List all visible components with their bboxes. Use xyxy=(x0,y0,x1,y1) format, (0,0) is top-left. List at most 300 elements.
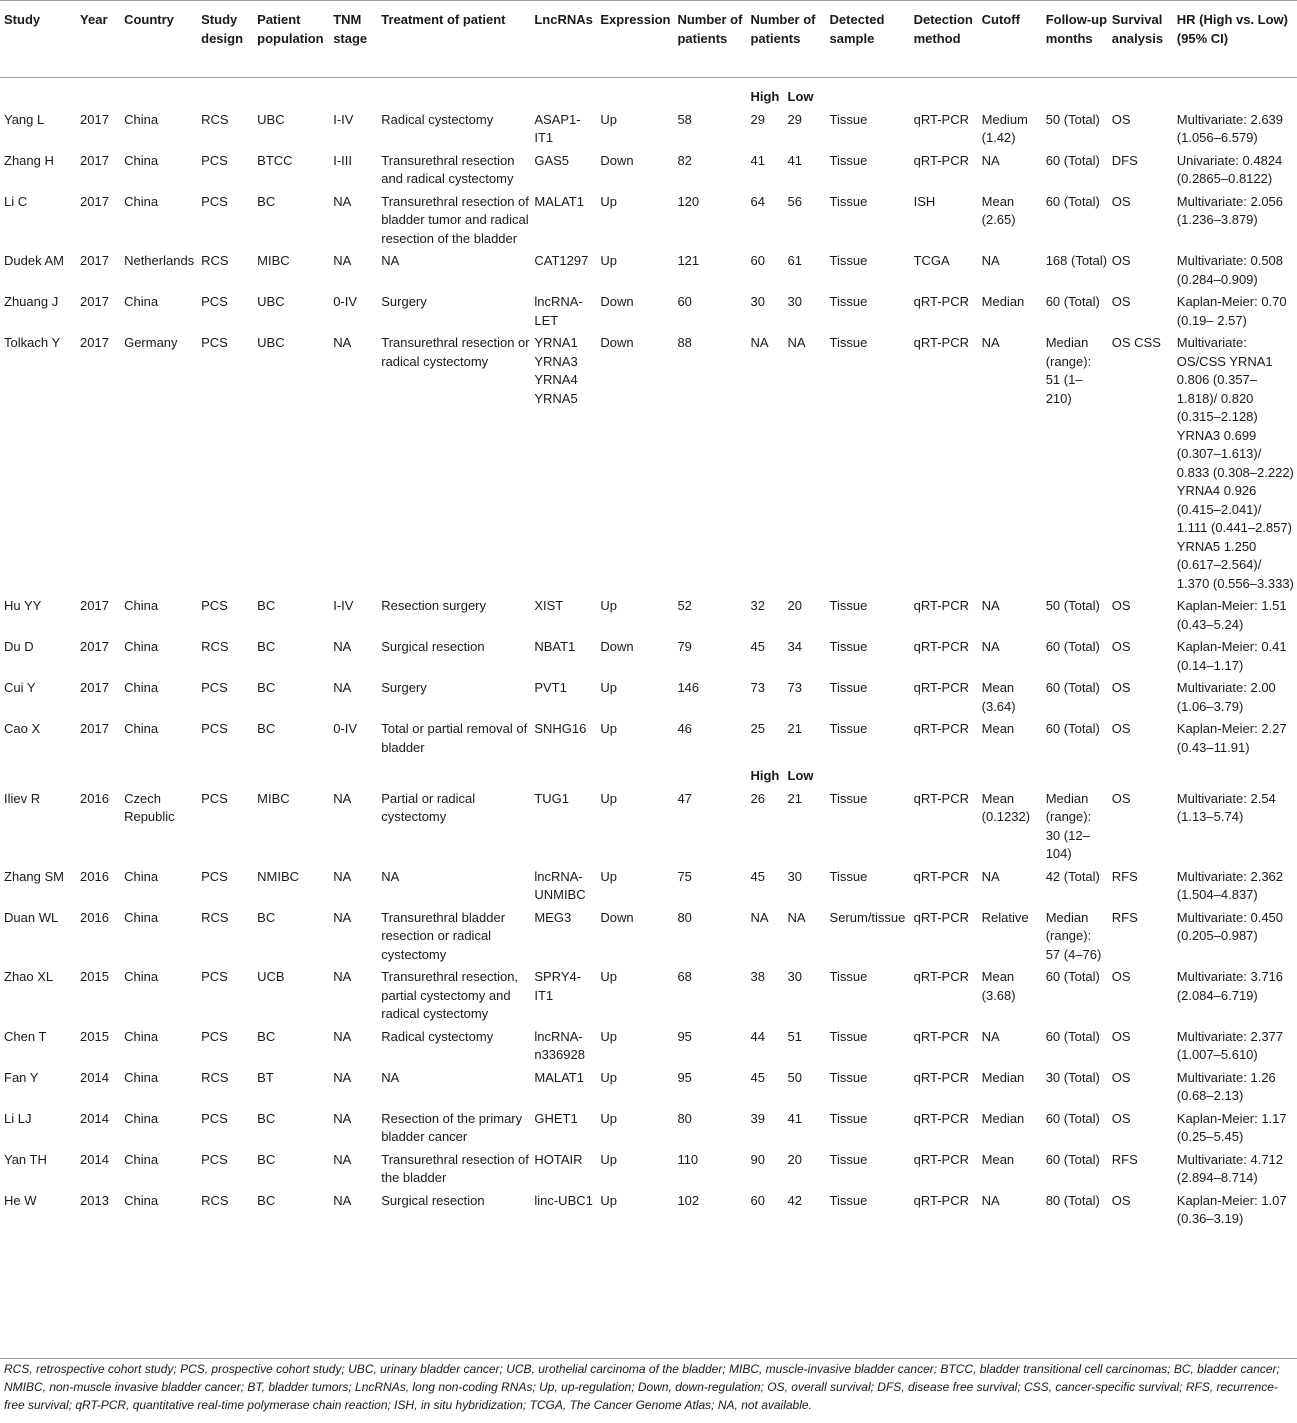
subheader-empty xyxy=(1044,757,1110,786)
cell-study-design: PCS xyxy=(201,790,228,806)
cell-year: 2013 xyxy=(80,1192,109,1208)
cell-year: 2016 xyxy=(80,790,109,806)
header-number-of-patients-split: Number of patients xyxy=(748,1,827,78)
cell-detected-sample: Tissue xyxy=(829,639,868,654)
cell-study: Duan WL xyxy=(4,909,59,925)
cell-detection-method: qRT-PCR xyxy=(913,598,969,613)
cell-number-of-patients: 60 xyxy=(677,294,692,309)
subheader-empty xyxy=(828,78,912,107)
cell-detection-method: qRT-PCR xyxy=(913,1028,969,1044)
cell-survival-analysis: OS xyxy=(1111,598,1131,613)
cell-number-of-patients: 46 xyxy=(677,721,692,736)
cell-year: 2015 xyxy=(80,1028,109,1044)
table-row xyxy=(0,1147,1297,1188)
cell-cutoff: NA xyxy=(981,1028,1000,1044)
cell-patient-population: BC xyxy=(257,193,276,209)
subheader-empty xyxy=(1044,78,1110,107)
cell-patient-population: BC xyxy=(257,1028,276,1044)
table-row xyxy=(0,248,1297,289)
cell-lncrnas: ASAP1-IT1 xyxy=(534,111,581,145)
header-lncrnas: LncRNAs xyxy=(532,1,598,78)
cell-survival-analysis: RFS xyxy=(1111,909,1138,925)
cell-expression: Up xyxy=(600,790,618,806)
cell-detection-method: qRT-PCR xyxy=(913,969,969,984)
cell-number-of-patients: 79 xyxy=(677,639,692,654)
header-survival-analysis: Survival analysis xyxy=(1110,1,1175,78)
cell-hr: Multivariate: 0.450 (0.205–0.987) xyxy=(1176,909,1284,943)
cell-lncrnas: linc-UBC1 xyxy=(534,1192,593,1208)
subheader-empty xyxy=(255,757,331,786)
cell-cutoff: Mean xyxy=(981,1151,1015,1167)
cell-hr: Kaplan-Meier: 2.27 (0.43–11.91) xyxy=(1176,721,1287,755)
cell-treatment: Radical cystectomy xyxy=(381,111,494,127)
cell-study-design: RCS xyxy=(201,111,229,127)
cell-year: 2017 xyxy=(80,152,109,168)
cell-high: 45 xyxy=(750,1069,765,1085)
cell-detected-sample: Tissue xyxy=(829,1028,868,1044)
cell-detection-method: qRT-PCR xyxy=(913,639,969,654)
cell-survival-analysis: OS CSS xyxy=(1111,335,1161,350)
cell-lncrnas: SNHG16 xyxy=(534,721,587,736)
subheader-empty xyxy=(78,757,122,786)
cell-expression: Down xyxy=(600,639,634,654)
cell-treatment: Total or partial removal of bladder xyxy=(381,721,528,755)
subheader-empty xyxy=(1175,757,1297,786)
table-row xyxy=(0,716,1297,757)
cell-expression: Up xyxy=(600,1151,618,1167)
cell-lncrnas: lncRNA-UNMIBC xyxy=(534,868,586,902)
table-body xyxy=(0,78,1297,1229)
cell-follow-up: 50 (Total) xyxy=(1045,111,1100,127)
header-detected-sample: Detected sample xyxy=(828,1,912,78)
table-row xyxy=(0,1065,1297,1106)
cell-follow-up: 60 (Total) xyxy=(1045,152,1100,168)
cell-lncrnas: SPRY4-IT1 xyxy=(534,969,582,1003)
cell-expression: Up xyxy=(600,680,618,695)
cell-expression: Up xyxy=(600,1069,618,1085)
cell-year: 2017 xyxy=(80,680,109,695)
cell-treatment: Surgery xyxy=(381,680,427,695)
cell-country: China xyxy=(124,294,159,309)
cell-study: Du D xyxy=(4,639,34,654)
cell-tnm-stage: I-IV xyxy=(333,598,354,613)
cell-low: NA xyxy=(787,909,806,925)
cell-high: 30 xyxy=(750,294,765,309)
cell-hr: Multivariate: 2.00 (1.06–3.79) xyxy=(1176,680,1276,714)
cell-tnm-stage: NA xyxy=(333,909,352,925)
cell-high: 45 xyxy=(750,868,765,884)
cell-detected-sample: Tissue xyxy=(829,969,868,984)
cell-year: 2017 xyxy=(80,193,109,209)
cell-study: Yan TH xyxy=(4,1151,47,1167)
cell-lncrnas: YRNA1 YRNA3 YRNA4 YRNA5 xyxy=(534,335,578,406)
cell-country: China xyxy=(124,1151,159,1167)
table-row xyxy=(0,1106,1297,1147)
header-number-of-patients: Number of patients xyxy=(675,1,748,78)
cell-lncrnas: GAS5 xyxy=(534,152,570,168)
cell-follow-up: 60 (Total) xyxy=(1045,294,1100,309)
cell-high: 73 xyxy=(750,680,765,695)
cell-cutoff: Mean (0.1232) xyxy=(981,790,1031,824)
cell-hr: Multivariate: 2.362 (1.504–4.837) xyxy=(1176,868,1284,902)
cell-detection-method: qRT-PCR xyxy=(913,1151,969,1167)
cell-country: China xyxy=(124,868,159,884)
cell-follow-up: 50 (Total) xyxy=(1045,598,1100,613)
cell-treatment: Transurethral resection of the bladder xyxy=(381,1151,529,1185)
subheader-empty xyxy=(912,757,980,786)
cell-lncrnas: MEG3 xyxy=(534,909,572,925)
cell-study-design: RCS xyxy=(201,909,229,925)
cell-survival-analysis: OS xyxy=(1111,1028,1131,1044)
cell-year: 2017 xyxy=(80,294,109,309)
cell-follow-up: Median (range): 51 (1–210) xyxy=(1045,335,1092,406)
cell-patient-population: UBC xyxy=(257,335,285,350)
table-row xyxy=(0,189,1297,249)
cell-high: 29 xyxy=(750,111,765,127)
cell-treatment: Resection of the primary bladder cancer xyxy=(381,1110,523,1144)
cell-cutoff: Median xyxy=(981,1110,1025,1126)
cell-hr: Multivariate: OS/CSS YRNA1 0.806 (0.357–1.818)/ 0.820 (0.315–2.128) YRNA3 0.699 (0.307–1.613)/ 0.833 (0.308–2.222) YRNA4 0.926 (0.415–2.041)/ 1.111 (0.441–2.857) YRNA5 1.250 (0.617–2.564)/ 1.370 (0.556–3.333) xyxy=(1176,335,1294,591)
subheader-empty xyxy=(980,78,1044,107)
cell-treatment: Transurethral bladder resection or radical cystectomy xyxy=(381,909,506,962)
cell-expression: Up xyxy=(600,1110,618,1126)
cell-study-design: RCS xyxy=(201,1192,229,1208)
cell-cutoff: Mean (3.64) xyxy=(981,680,1016,714)
footnote: RCS, retrospective cohort study; PCS, prospective cohort study; UBC, urinary bladder cancer; UCB, urothelial carcinoma of the bladder; MIBC, muscle-invasive bladder cancer; BTCC, bladder transitional cell carcinomas; BC, bladder cancer; NMIBC, non-muscle invasive bladder cancer; BT, bladder tumors; LncRNAs, long non-coding RNAs; Up, up-regulation; Down, down-regulation; OS, overall survival; DFS, disease free survival; CSS, cancer-specific survival; RFS, recurrence-free survival; qRT-PCR, quantitative real-time polymerase chain reaction; ISH, in situ hybridization; TCGA, The Cancer Genome Atlas; NA, not available. xyxy=(4,1362,1280,1412)
cell-lncrnas: MALAT1 xyxy=(534,193,584,209)
cell-survival-analysis: OS xyxy=(1111,253,1131,268)
cell-detection-method: qRT-PCR xyxy=(913,1110,969,1126)
cell-follow-up: 42 (Total) xyxy=(1045,868,1100,884)
cell-year: 2014 xyxy=(80,1110,109,1126)
cell-tnm-stage: NA xyxy=(333,1151,352,1167)
cell-detection-method: qRT-PCR xyxy=(913,790,969,806)
cell-year: 2015 xyxy=(80,969,109,984)
cell-lncrnas: PVT1 xyxy=(534,680,567,695)
cell-hr: Univariate: 0.4824 (0.2865–0.8122) xyxy=(1176,152,1283,186)
cell-study-design: RCS xyxy=(201,1069,229,1085)
cell-number-of-patients: 110 xyxy=(677,1151,699,1167)
cell-patient-population: BC xyxy=(257,1151,276,1167)
subheader-empty xyxy=(532,757,598,786)
cell-tnm-stage: NA xyxy=(333,1110,352,1126)
cell-cutoff: NA xyxy=(981,868,1000,884)
cell-detected-sample: Tissue xyxy=(829,868,868,884)
cell-survival-analysis: OS xyxy=(1111,721,1131,736)
subheader-empty xyxy=(379,757,532,786)
cell-survival-analysis: OS xyxy=(1111,680,1131,695)
cell-detected-sample: Tissue xyxy=(829,152,868,168)
cell-study-design: PCS xyxy=(201,868,228,884)
cell-cutoff: NA xyxy=(981,639,1000,654)
cell-year: 2014 xyxy=(80,1151,109,1167)
cell-number-of-patients: 88 xyxy=(677,335,692,350)
cell-survival-analysis: OS xyxy=(1111,790,1131,806)
subheader-empty xyxy=(598,757,675,786)
cell-study: Tolkach Y xyxy=(4,335,61,350)
cell-number-of-patients: 80 xyxy=(677,909,692,925)
cell-country: China xyxy=(124,1110,159,1126)
table-row xyxy=(0,1188,1297,1229)
header-detection-method: Detection method xyxy=(912,1,980,78)
cell-study: Cao X xyxy=(4,721,41,736)
cell-low: 61 xyxy=(787,253,802,268)
subheader-empty xyxy=(199,757,255,786)
cell-expression: Up xyxy=(600,598,618,613)
cell-detected-sample: Serum/tissue xyxy=(829,909,906,925)
cell-cutoff: NA xyxy=(981,152,1000,168)
table-row xyxy=(0,593,1297,634)
subheader-empty xyxy=(199,78,255,107)
cell-detected-sample: Tissue xyxy=(829,1110,868,1126)
cell-cutoff: NA xyxy=(981,598,1000,613)
cell-patient-population: BC xyxy=(257,598,276,613)
cell-hr: Kaplan-Meier: 1.07 (0.36–3.19) xyxy=(1176,1192,1287,1226)
header-cutoff: Cutoff xyxy=(980,1,1044,78)
header-study-design: Study design xyxy=(199,1,255,78)
cell-survival-analysis: OS xyxy=(1111,294,1131,309)
cell-treatment: Transurethral resection and radical cystectomy xyxy=(381,152,515,186)
cell-patient-population: BC xyxy=(257,639,276,654)
cell-country: China xyxy=(124,152,159,168)
header-follow-up: Follow-up months xyxy=(1044,1,1110,78)
cell-study: Zhang SM xyxy=(4,868,64,884)
cell-tnm-stage: NA xyxy=(333,790,352,806)
cell-high: 90 xyxy=(750,1151,765,1167)
cell-detection-method: qRT-PCR xyxy=(913,868,969,884)
cell-year: 2017 xyxy=(80,335,109,350)
cell-patient-population: BC xyxy=(257,1110,276,1126)
cell-treatment: Transurethral resection or radical cystectomy xyxy=(381,335,530,369)
subheader-low: Low xyxy=(787,89,814,104)
cell-study-design: PCS xyxy=(201,335,228,350)
cell-expression: Down xyxy=(600,335,634,350)
subheader-empty xyxy=(255,78,331,107)
cell-patient-population: BC xyxy=(257,909,276,925)
cell-year: 2017 xyxy=(80,598,109,613)
subheader-empty xyxy=(532,78,598,107)
cell-expression: Up xyxy=(600,1028,618,1044)
cell-treatment: Radical cystectomy xyxy=(381,1028,494,1044)
cell-country: China xyxy=(124,721,159,736)
subheader-empty xyxy=(331,78,379,107)
header-country: Country xyxy=(122,1,199,78)
cell-cutoff: Mean xyxy=(981,721,1015,736)
cell-study: Dudek AM xyxy=(4,253,64,268)
cell-hr: Kaplan-Meier: 1.17 (0.25–5.45) xyxy=(1176,1110,1287,1144)
cell-expression: Up xyxy=(600,193,618,209)
cell-tnm-stage: NA xyxy=(333,1069,352,1085)
cell-number-of-patients: 146 xyxy=(677,680,700,695)
subheader-empty xyxy=(379,78,532,107)
cell-hr: Multivariate: 2.377 (1.007–5.610) xyxy=(1176,1028,1284,1062)
header-hr: HR (High vs. Low) (95% CI) xyxy=(1175,1,1297,78)
subheader-empty xyxy=(1175,78,1297,107)
cell-high: 32 xyxy=(750,598,765,613)
cell-low: 41 xyxy=(787,152,802,168)
cell-hr: Multivariate: 1.26 (0.68–2.13) xyxy=(1176,1069,1276,1103)
cell-tnm-stage: NA xyxy=(333,969,352,984)
cell-study: Li LJ xyxy=(4,1110,32,1126)
cell-follow-up: Median (range): 30 (12–104) xyxy=(1045,790,1092,861)
footnote-divider xyxy=(0,1358,1297,1359)
cell-treatment: Surgical resection xyxy=(381,639,485,654)
table-row xyxy=(0,148,1297,189)
cell-low: 30 xyxy=(787,294,802,309)
cell-detected-sample: Tissue xyxy=(829,1069,868,1085)
cell-high: 44 xyxy=(750,1028,765,1044)
cell-survival-analysis: OS xyxy=(1111,111,1131,127)
cell-country: China xyxy=(124,639,159,654)
cell-country: China xyxy=(124,1028,159,1044)
cell-patient-population: BC xyxy=(257,1192,276,1208)
cell-hr: Multivariate: 2.056 (1.236–3.879) xyxy=(1176,193,1284,227)
cell-country: China xyxy=(124,598,159,613)
header-year: Year xyxy=(78,1,122,78)
cell-hr: Multivariate: 0.508 (0.284–0.909) xyxy=(1176,253,1284,287)
cell-lncrnas: CAT1297 xyxy=(534,253,589,268)
cell-detected-sample: Tissue xyxy=(829,294,868,309)
cell-cutoff: Relative xyxy=(981,909,1029,925)
cell-detected-sample: Tissue xyxy=(829,193,868,209)
cell-patient-population: NMIBC xyxy=(257,868,300,884)
subheader-empty xyxy=(1110,757,1175,786)
cell-expression: Up xyxy=(600,721,618,736)
cell-tnm-stage: I-IV xyxy=(333,111,354,127)
header-row xyxy=(0,1,1297,78)
cell-tnm-stage: NA xyxy=(333,1192,352,1208)
cell-number-of-patients: 95 xyxy=(677,1028,692,1044)
cell-high: 64 xyxy=(750,193,765,209)
cell-study-design: RCS xyxy=(201,253,229,268)
cell-cutoff: Medium (1.42) xyxy=(981,111,1028,145)
cell-detection-method: TCGA xyxy=(913,253,950,268)
cell-study-design: PCS xyxy=(201,1110,228,1126)
cell-year: 2016 xyxy=(80,909,109,925)
cell-study-design: PCS xyxy=(201,680,228,695)
subheader-empty xyxy=(0,757,78,786)
cell-low: 56 xyxy=(787,193,802,209)
cell-survival-analysis: RFS xyxy=(1111,1151,1138,1167)
table-row xyxy=(0,786,1297,864)
cell-detection-method: qRT-PCR xyxy=(913,680,969,695)
cell-low: 41 xyxy=(787,1110,802,1126)
cell-tnm-stage: NA xyxy=(333,680,352,695)
cell-high: 38 xyxy=(750,969,765,984)
cell-low: 34 xyxy=(787,639,802,654)
cell-survival-analysis: OS xyxy=(1111,1192,1131,1208)
cell-lncrnas: GHET1 xyxy=(534,1110,578,1126)
cell-follow-up: 168 (Total) xyxy=(1045,253,1108,268)
subheader-low: Low xyxy=(787,768,814,783)
cell-year: 2017 xyxy=(80,639,109,654)
cell-tnm-stage: NA xyxy=(333,1028,352,1044)
cell-year: 2017 xyxy=(80,253,109,268)
cell-expression: Up xyxy=(600,969,618,984)
cell-high: NA xyxy=(750,909,769,925)
cell-detected-sample: Tissue xyxy=(829,1151,868,1167)
cell-survival-analysis: RFS xyxy=(1111,868,1138,884)
cell-lncrnas: XIST xyxy=(534,598,564,613)
cell-hr: Multivariate: 2.639 (1.056–6.579) xyxy=(1176,111,1284,145)
cell-hr: Multivariate: 3.716 (2.084–6.719) xyxy=(1176,969,1284,1003)
cell-lncrnas: HOTAIR xyxy=(534,1151,583,1167)
cell-number-of-patients: 47 xyxy=(677,790,692,806)
cell-number-of-patients: 121 xyxy=(677,253,700,268)
subheader-empty xyxy=(331,757,379,786)
cell-country: China xyxy=(124,909,159,925)
cell-study: Fan Y xyxy=(4,1069,39,1085)
cell-study-design: PCS xyxy=(201,152,228,168)
cell-study-design: PCS xyxy=(201,193,228,209)
cell-high: 25 xyxy=(750,721,765,736)
cell-follow-up: 60 (Total) xyxy=(1045,639,1100,654)
cell-tnm-stage: NA xyxy=(333,868,352,884)
cell-number-of-patients: 80 xyxy=(677,1110,692,1126)
cell-study-design: PCS xyxy=(201,1028,228,1044)
subheader-empty xyxy=(122,757,199,786)
cell-expression: Down xyxy=(600,909,634,925)
cell-detected-sample: Tissue xyxy=(829,111,868,127)
cell-country: China xyxy=(124,969,159,984)
table-row xyxy=(0,1024,1297,1065)
cell-study: Hu YY xyxy=(4,598,42,613)
cell-patient-population: BC xyxy=(257,721,276,736)
header-patient-population: Patient population xyxy=(255,1,331,78)
subheader-empty xyxy=(1110,78,1175,107)
cell-cutoff: Mean (3.68) xyxy=(981,969,1016,1003)
cell-expression: Up xyxy=(600,253,618,268)
cell-tnm-stage: I-III xyxy=(333,152,352,168)
header-study: Study xyxy=(0,1,78,78)
cell-low: 20 xyxy=(787,1151,802,1167)
cell-patient-population: MIBC xyxy=(257,253,290,268)
cell-follow-up: 80 (Total) xyxy=(1045,1192,1100,1208)
cell-detection-method: qRT-PCR xyxy=(913,294,969,309)
cell-country: Czech Republic xyxy=(124,790,175,824)
cell-country: Netherlands xyxy=(124,253,195,268)
subheader-empty xyxy=(675,78,748,107)
cell-lncrnas: MALAT1 xyxy=(534,1069,584,1085)
cell-follow-up: 60 (Total) xyxy=(1045,1028,1100,1044)
cell-follow-up: 60 (Total) xyxy=(1045,969,1100,984)
subheader-empty xyxy=(0,78,78,107)
cell-cutoff: NA xyxy=(981,253,1000,268)
cell-country: China xyxy=(124,1192,159,1208)
table-row xyxy=(0,905,1297,965)
cell-tnm-stage: 0-IV xyxy=(333,721,358,736)
cell-expression: Up xyxy=(600,1192,618,1208)
cell-hr: Kaplan-Meier: 0.41 (0.14–1.17) xyxy=(1176,639,1287,673)
cell-hr: Kaplan-Meier: 1.51 (0.43–5.24) xyxy=(1176,598,1287,632)
cell-detected-sample: Tissue xyxy=(829,721,868,736)
cell-country: China xyxy=(124,193,159,209)
cell-study-design: RCS xyxy=(201,639,229,654)
subheader-empty xyxy=(122,78,199,107)
cell-treatment: NA xyxy=(381,868,400,884)
cell-detection-method: qRT-PCR xyxy=(913,152,969,168)
cell-detection-method: qRT-PCR xyxy=(913,721,969,736)
cell-survival-analysis: DFS xyxy=(1111,152,1138,168)
cell-cutoff: NA xyxy=(981,1192,1000,1208)
cell-low: 51 xyxy=(787,1028,802,1044)
cell-expression: Up xyxy=(600,111,618,127)
cell-number-of-patients: 102 xyxy=(677,1192,700,1208)
cell-year: 2014 xyxy=(80,1069,109,1085)
subheader-empty xyxy=(980,757,1044,786)
subheader-empty xyxy=(912,78,980,107)
cell-high: 60 xyxy=(750,1192,765,1208)
